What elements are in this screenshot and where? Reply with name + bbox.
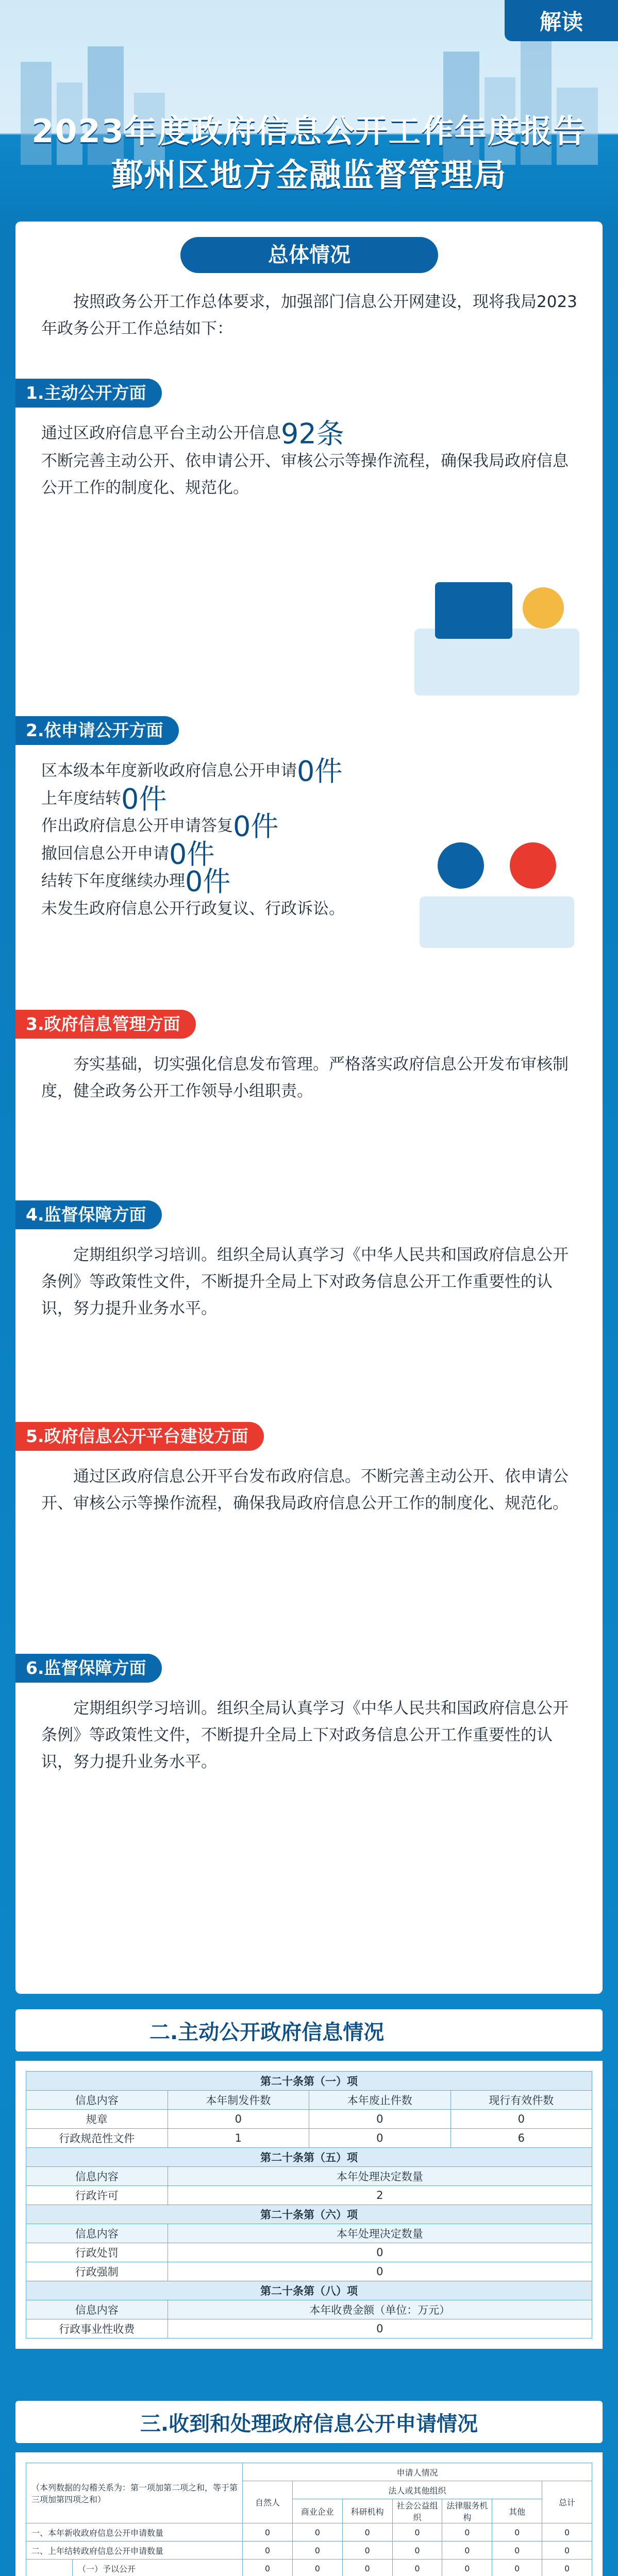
overview-intro: 按照政务公开工作总体要求，加强部门信息公开网建设，现将我局2023年政务公开工作总结如下： [41, 293, 577, 338]
value-cell: 0 [243, 2523, 293, 2541]
proactive-lead: 通过区政府信息平台主动公开信息 [41, 424, 281, 443]
value-cell: 0 [292, 2523, 342, 2541]
article-20-8: 第二十条第（八）项 [26, 2281, 592, 2300]
table-row: 行政规范性文件 1 0 6 [26, 2129, 592, 2148]
section3-banner [15, 2401, 603, 2443]
table-row [26, 2541, 592, 2560]
section-title-platform: 5.政府信息公开平台建设方面 [15, 1422, 264, 1451]
value-cell: 0 [442, 2523, 492, 2541]
value-cell: 0 [542, 2523, 592, 2541]
value-cell: 0 [392, 2560, 442, 2576]
section-title-supervision-2: 6.监督保障方面 [15, 1654, 162, 1683]
col-legal: 法人或其他组织 [292, 2481, 542, 2499]
row-label: （一）予以公开 [73, 2560, 243, 2576]
value-cell: 0 [492, 2523, 542, 2541]
value-cell: 0 [442, 2541, 492, 2560]
table-row [26, 2560, 592, 2576]
value-cell: 0 [492, 2560, 542, 2576]
applicant-header: 申请人情况 [243, 2463, 592, 2481]
section-title-management: 3.政府信息管理方面 [15, 1010, 196, 1039]
table-corner-note: （本列数据的勾稽关系为：第一项加第二项之和，等于第三项加第四项之和） [26, 2463, 243, 2523]
section-body-platform: 通过区政府信息公开平台发布政府信息。不断完善主动公开、依申请公开、审核公示等操作流程，确保我局政府信息公开工作的制度化、规范化。 [41, 1467, 569, 1513]
overview-card [15, 222, 603, 1994]
col-header: 本年废止件数 [309, 2091, 451, 2110]
section-title-proactive: 1.主动公开方面 [15, 379, 162, 408]
section-body-supervision: 定期组织学习培训。组织全局认真学习《中华人民共和国政府信息公开条例》等政策性文件，不断提升全局上下对政务信息公开工作重要性的认识，努力提升业务水平。 [41, 1246, 569, 1318]
request-line: 上年度结转0件 [41, 783, 167, 815]
value-cell: 0 [392, 2541, 442, 2560]
article-20-1: 第二十条第（一）项 [26, 2072, 592, 2091]
table-row [26, 2523, 592, 2541]
table-row: 行政事业性收费 0 [26, 2319, 592, 2338]
section2-heading: 二.主动公开政府信息情况 [149, 2020, 385, 2044]
section-body-proactive [41, 417, 577, 501]
article-20-6: 第二十条第（六）项 [26, 2205, 592, 2224]
value-cell: 0 [442, 2560, 492, 2576]
section3-heading: 三.收到和处理政府信息公开申请情况 [140, 2412, 478, 2436]
value-cell: 0 [243, 2541, 293, 2560]
value-cell: 0 [243, 2560, 293, 2576]
group-label [26, 2560, 73, 2576]
header-banner [0, 0, 618, 222]
request-line: 未发生政府信息公开行政复议、行政诉讼。 [41, 899, 345, 918]
value-cell: 0 [342, 2523, 392, 2541]
table-row: 行政处罚 0 [26, 2243, 592, 2262]
value-cell: 0 [492, 2541, 542, 2560]
table-row: 行政许可 2 [26, 2186, 592, 2205]
section-title-supervision: 4.监督保障方面 [15, 1200, 162, 1229]
col-natural: 自然人 [243, 2481, 293, 2523]
proactive-disclosure-table: 第二十条第（一）项 信息内容 本年制发件数 本年废止件数 现行有效件数 规章 0 0 0 行政规范性文件 1 0 6 第二十条第（五）项 信息内容 本年处理决定数量 行政许可 2 第二十条第（六）项 信息内容 本年处理决定数量 行政处罚 0 行政强制 0 第二十条第（八）项 信息内容 本年收费金额（单位：万元） 行政事业性收费 0 [15, 2061, 603, 2349]
request-line: 撤回信息公开申请0件 [41, 838, 215, 870]
table-row: 规章 0 0 0 [26, 2110, 592, 2129]
section2-banner [15, 2009, 603, 2052]
table-row: 行政强制 0 [26, 2262, 592, 2281]
applications-table: （本列数据的勾稽关系为：第一项加第二项之和，等于第三项加第四项之和） 申请人情况 自然人 法人或其他组织 总计 商业企业 科研机构 社会公益组织 法律服务机构 其他 一、本年新收政府信息公开申请数量 0 0 0 0 0 0 0 二、上年结转政府信息公开申请数量 0 0 0 0 0 0 0 （一）予以公开 0 0 0 0 0 0 0 [15, 2452, 603, 2576]
overview-heading: 总体情况 [180, 237, 438, 273]
proactive-detail: 不断完善主动公开、依申请公开、审核公示等操作流程，确保我局政府信息公开工作的制度化、规范化。 [41, 451, 569, 497]
value-cell: 0 [542, 2541, 592, 2560]
section-body-supervision-2: 定期组织学习培训。组织全局认真学习《中华人民共和国政府信息公开条例》等政策性文件，不断提升全局上下对政务信息公开工作重要性的认识，努力提升业务水平。 [41, 1699, 569, 1771]
interpretation-badge: 解读 [505, 0, 618, 41]
request-line: 区本级本年度新收政府信息公开申请0件 [41, 755, 343, 788]
section-body-on-request [41, 757, 433, 922]
row-label: 一、本年新收政府信息公开申请数量 [26, 2523, 243, 2541]
value-cell: 0 [392, 2523, 442, 2541]
value-cell: 0 [342, 2560, 392, 2576]
col-header: 信息内容 [26, 2091, 168, 2110]
report-title: 2023年度政府信息公开工作年度报告 [31, 112, 587, 150]
office-illustration [404, 551, 590, 706]
row-label: 二、上年结转政府信息公开申请数量 [26, 2541, 243, 2560]
section-body-management: 夯实基础，切实强化信息发布管理。严格落实政府信息公开发布审核制度，健全政务公开工作领导小组职责。 [41, 1055, 569, 1100]
value-cell: 0 [292, 2560, 342, 2576]
section-title-on-request: 2.依申请公开方面 [15, 716, 179, 745]
value-cell: 0 [292, 2541, 342, 2560]
article-20-5: 第二十条第（五）项 [26, 2148, 592, 2167]
meeting-illustration [404, 809, 590, 963]
col-header: 本年制发件数 [168, 2091, 309, 2110]
col-total: 总计 [542, 2481, 592, 2523]
request-line: 作出政府信息公开申请答复0件 [41, 810, 279, 843]
request-line: 结转下年度继续办理0件 [41, 865, 231, 898]
bureau-name: 鄞州区地方金融监督管理局 [111, 156, 507, 194]
value-cell: 0 [342, 2541, 392, 2560]
proactive-count: 92条 [281, 417, 344, 450]
value-cell: 0 [542, 2560, 592, 2576]
col-header: 现行有效件数 [450, 2091, 592, 2110]
